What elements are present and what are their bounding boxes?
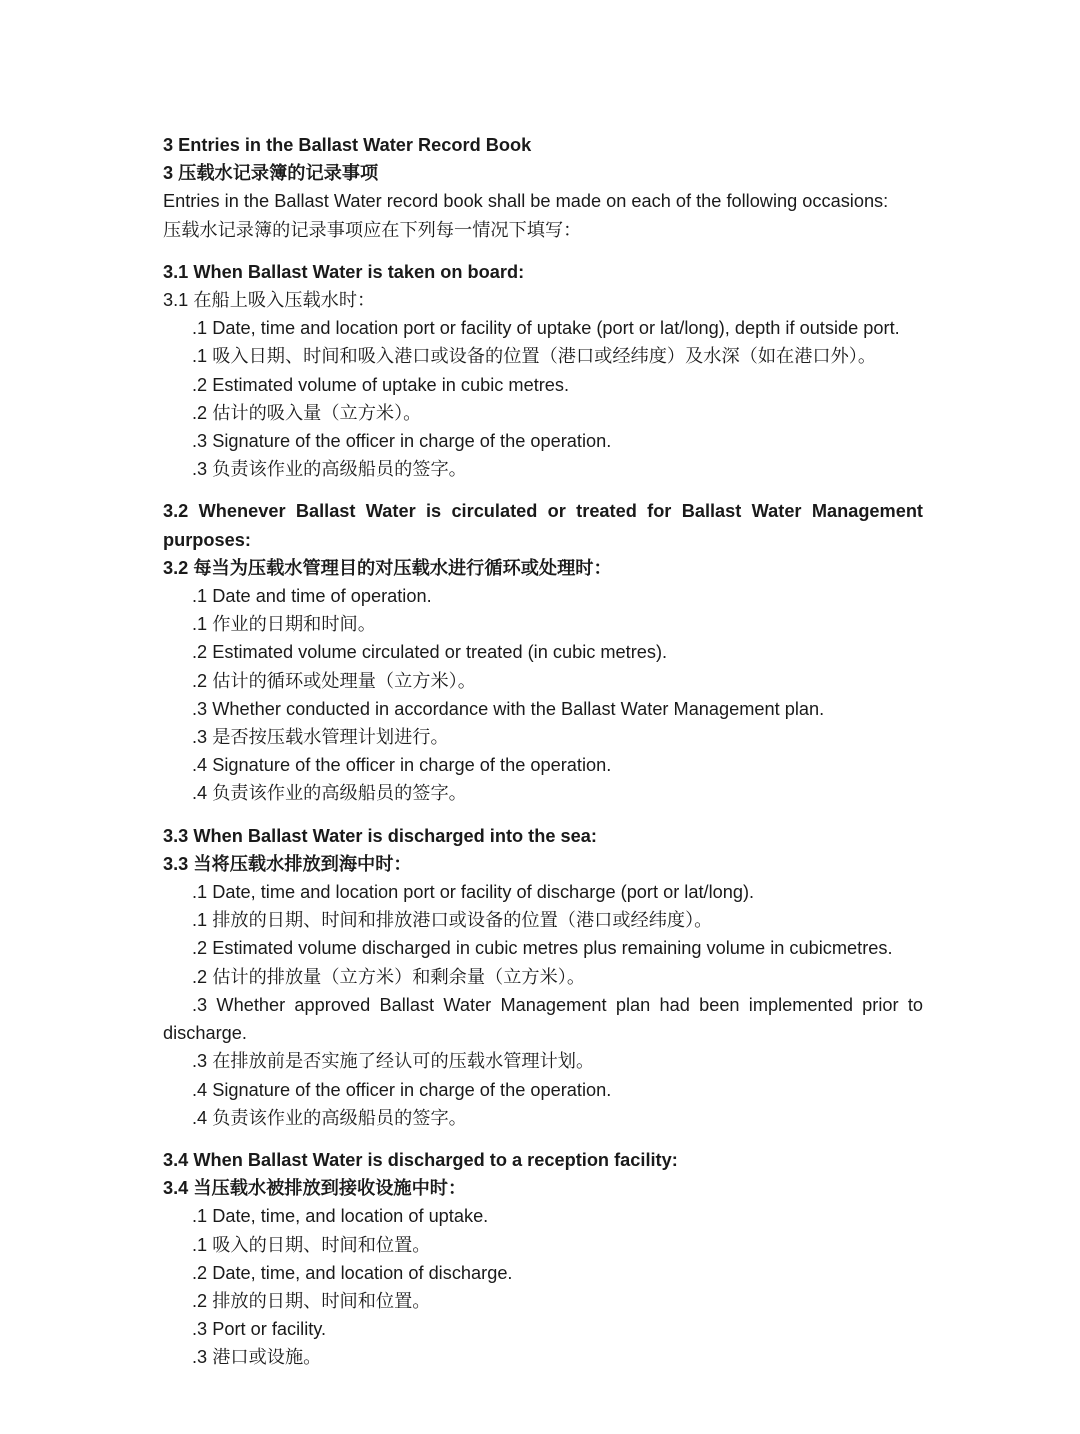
list-item: .2 Estimated volume circulated or treated (in cubic metres).: [192, 642, 668, 663]
intro-text-zh: 压载水记录簿的记录事项应在下列每一情况下填写：: [163, 219, 582, 240]
list-item: .1 吸入日期、时间和吸入港口或设备的位置（港口或经纬度）及水深（如在港口外）。: [192, 346, 877, 367]
list-item: .3 港口或设施。: [192, 1347, 322, 1368]
list-item: .1 排放的日期、时间和排放港口或设备的位置（港口或经纬度）。: [192, 910, 713, 931]
list-item: .4 负责该作业的高级船员的签字。: [192, 1107, 467, 1128]
list-item: .4 Signature of the officer in charge of the operation.: [192, 755, 612, 776]
list-item: .3 Whether approved Ballast Water Management plan had been implemented prior to discharge.: [163, 994, 923, 1044]
section-3-2-heading-zh: 3.2 每当为压载水管理目的对压载水进行循环或处理时：: [163, 557, 612, 578]
list-item: .3 负责该作业的高级船员的签字。: [192, 459, 467, 480]
list-item: .2 估计的循环或处理量（立方米）。: [192, 670, 476, 691]
list-item: .4 负责该作业的高级船员的签字。: [192, 783, 467, 804]
list-item: .3 是否按压载水管理计划进行。: [192, 727, 449, 748]
list-item: .1 Date, time and location port or facility of discharge (port or lat/long).: [192, 882, 755, 903]
document-title-en: 3 Entries in the Ballast Water Record Book: [163, 135, 532, 155]
list-item: .3 Signature of the officer in charge of the operation.: [192, 431, 612, 452]
list-item: .4 Signature of the officer in charge of the operation.: [192, 1079, 612, 1100]
list-item: .2 Date, time, and location of discharge.: [192, 1262, 513, 1283]
list-item: .1 作业的日期和时间。: [192, 614, 376, 635]
list-item: .2 Estimated volume discharged in cubic metres plus remaining volume in cubicmetres.: [192, 938, 893, 959]
document-title-zh: 3 压载水记录簿的记录事项: [163, 163, 379, 184]
section-3-3-heading-zh: 3.3 当将压载水排放到海中时：: [163, 853, 412, 874]
intro-text-en: Entries in the Ballast Water record book shall be made on each of the following occasions:: [163, 191, 889, 212]
section-3-3-heading-en: 3.3 When Ballast Water is discharged into the sea:: [163, 825, 597, 846]
list-item: .1 Date and time of operation.: [192, 586, 432, 607]
list-item: .2 估计的吸入量（立方米）。: [192, 402, 422, 423]
section-3-1-heading-en: 3.1 When Ballast Water is taken on board:: [163, 261, 525, 282]
list-item: .3 在排放前是否实施了经认可的压载水管理计划。: [192, 1051, 595, 1072]
list-item: .3 Port or facility.: [192, 1319, 327, 1340]
section-3-2-heading-en: 3.2 Whenever Ballast Water is circulated or treated for Ballast Water Management purposes:: [163, 501, 923, 550]
list-item: .1 Date, time, and location of uptake.: [192, 1206, 489, 1227]
section-3-4-heading-zh: 3.4 当压载水被排放到接收设施中时：: [163, 1178, 467, 1199]
list-item: .3 Whether conducted in accordance with the Ballast Water Management plan.: [192, 698, 825, 719]
list-item: .1 吸入的日期、时间和位置。: [192, 1234, 431, 1255]
list-item: .2 估计的排放量（立方米）和剩余量（立方米）。: [192, 966, 586, 987]
document-content: [163, 131, 923, 1372]
list-item: .2 排放的日期、时间和位置。: [192, 1290, 431, 1311]
section-3-1-heading-zh: 3.1 在船上吸入压载水时：: [163, 290, 376, 311]
list-item: .2 Estimated volume of uptake in cubic metres.: [192, 374, 570, 395]
list-item: .1 Date, time and location port or facility of uptake (port or lat/long), depth if outside port.: [192, 318, 900, 339]
section-3-4-heading-en: 3.4 When Ballast Water is discharged to a reception facility:: [163, 1149, 678, 1170]
